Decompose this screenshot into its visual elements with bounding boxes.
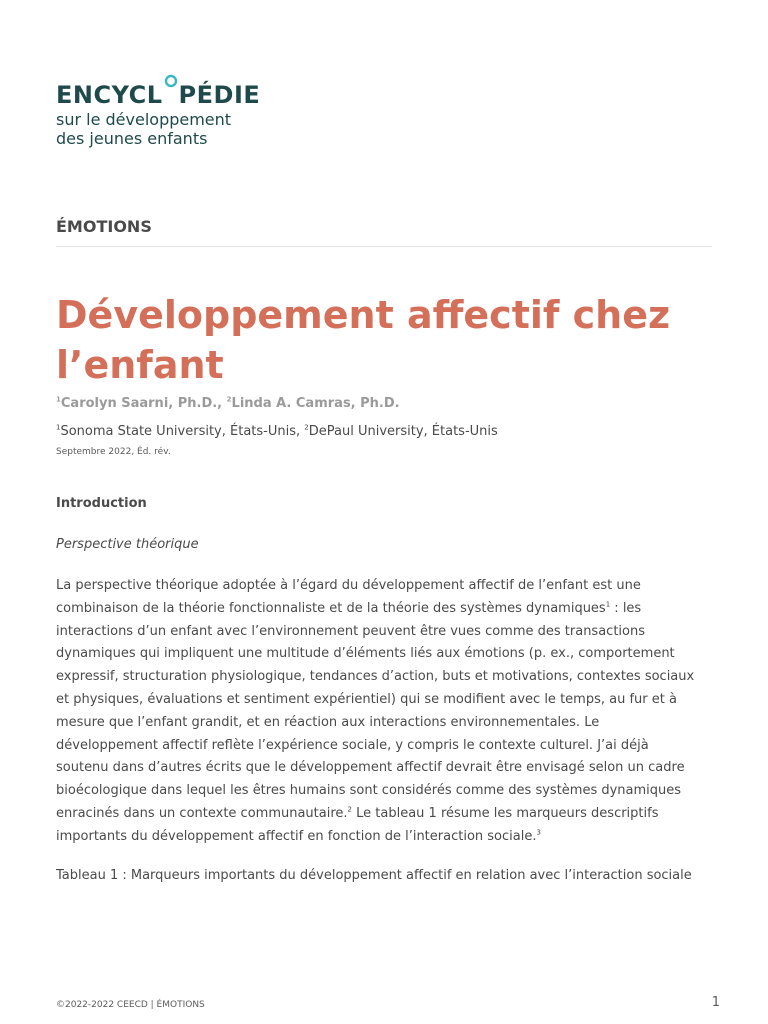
logo-title bbox=[56, 80, 260, 110]
article-title: Développement affectif chez l’enfant bbox=[56, 293, 671, 387]
subheading: Perspective théorique bbox=[56, 537, 199, 552]
paragraph-line bbox=[56, 598, 716, 621]
paragraph-line bbox=[56, 666, 716, 689]
affiliations bbox=[56, 424, 498, 439]
intro-heading: Introduction bbox=[56, 496, 147, 511]
body-paragraph bbox=[56, 575, 716, 849]
footnote-ref: 1 bbox=[605, 600, 611, 609]
paragraph-text: et physiques, évaluations et sentiment expérientiel) qui se modifient avec le temps, au fur et à bbox=[56, 691, 677, 707]
paragraph-text: dynamiques qui impliquent une multitude d’éléments liés aux émotions (p. ex., comportement bbox=[56, 646, 675, 662]
section-label: ÉMOTIONS bbox=[56, 217, 152, 236]
paragraph-text: mesure que l’enfant grandit, et en réaction aux interactions environnementales. Le bbox=[56, 714, 600, 730]
paragraph-text: enracinés dans un contexte communautaire. bbox=[56, 805, 348, 821]
affiliation-sup: 2 bbox=[304, 423, 309, 432]
authors bbox=[56, 396, 400, 411]
paragraph-line bbox=[56, 826, 716, 849]
paragraph-text: : les bbox=[610, 600, 642, 616]
page-number: 1 bbox=[711, 995, 720, 1010]
logo-subtitle-line1: sur le développement bbox=[56, 110, 232, 129]
paragraph-text: Le tableau 1 résume les marqueurs descriptifs bbox=[352, 805, 659, 821]
logo-o-icon bbox=[163, 80, 179, 102]
author-name: Linda A. Camras, Ph.D. bbox=[231, 396, 400, 411]
affiliation-sup: 1 bbox=[56, 423, 61, 432]
paragraph-text: La perspective théorique adoptée à l’égard du développement affectif de l’enfant est une bbox=[56, 578, 641, 593]
paragraph-text: développement affectif reflète l’expérience sociale, y compris le contexte culturel. J’ai déjà bbox=[56, 737, 649, 753]
paragraph-text: interactions d’un enfant avec l’environnement peuvent être vues comme des transactions bbox=[56, 623, 645, 639]
paragraph-text: bioécologique dans lequel les êtres humains sont considérés comme des systèmes dynamiques bbox=[56, 783, 682, 799]
paragraph-line bbox=[56, 575, 716, 598]
paragraph-line bbox=[56, 757, 716, 780]
publication-date: Septembre 2022, Éd. rév. bbox=[56, 447, 171, 457]
logo-subtitle-line2: des jeunes enfants bbox=[56, 129, 208, 148]
footer: ©2022-2022 CEECD | ÉMOTIONS bbox=[56, 1000, 205, 1010]
paragraph-line bbox=[56, 621, 716, 644]
paragraph-text: combinaison de la théorie fonctionnaliste et de la théorie des systèmes dynamiques bbox=[56, 600, 606, 616]
divider bbox=[56, 246, 712, 247]
logo bbox=[56, 80, 260, 148]
paragraph-text: importants du développement affectif en fonction de l’interaction sociale. bbox=[56, 828, 537, 844]
paragraph-line bbox=[56, 712, 716, 735]
table-caption: Tableau 1 : Marqueurs importants du développement affectif en relation avec l’interaction sociale bbox=[56, 868, 692, 883]
logo-title-part2: PÉDIE bbox=[178, 81, 261, 109]
paragraph-line bbox=[56, 643, 716, 666]
paragraph-text: expressif, structuration physiologique, tendances d’action, buts et motivations, contextes sociaux bbox=[56, 669, 695, 685]
paragraph-line bbox=[56, 780, 716, 803]
author-name: Carolyn Saarni, Ph.D., bbox=[60, 396, 227, 411]
paragraph-text: soutenu dans d’autres écrits que le développement affectif devrait être envisagé selon un cadre bbox=[56, 760, 685, 776]
footnote-ref: 2 bbox=[347, 805, 352, 814]
author-sup: 1 bbox=[56, 395, 61, 404]
paragraph-line bbox=[56, 735, 716, 758]
affiliation-name: DePaul University, États-Unis bbox=[308, 424, 498, 439]
logo-title-part1: ENCYCL bbox=[56, 81, 163, 109]
paragraph-line bbox=[56, 689, 716, 712]
paragraph-line bbox=[56, 803, 716, 826]
author-sup: 2 bbox=[226, 395, 232, 404]
footnote-ref: 3 bbox=[536, 828, 541, 837]
affiliation-name: Sonoma State University, États-Unis, bbox=[60, 424, 305, 439]
